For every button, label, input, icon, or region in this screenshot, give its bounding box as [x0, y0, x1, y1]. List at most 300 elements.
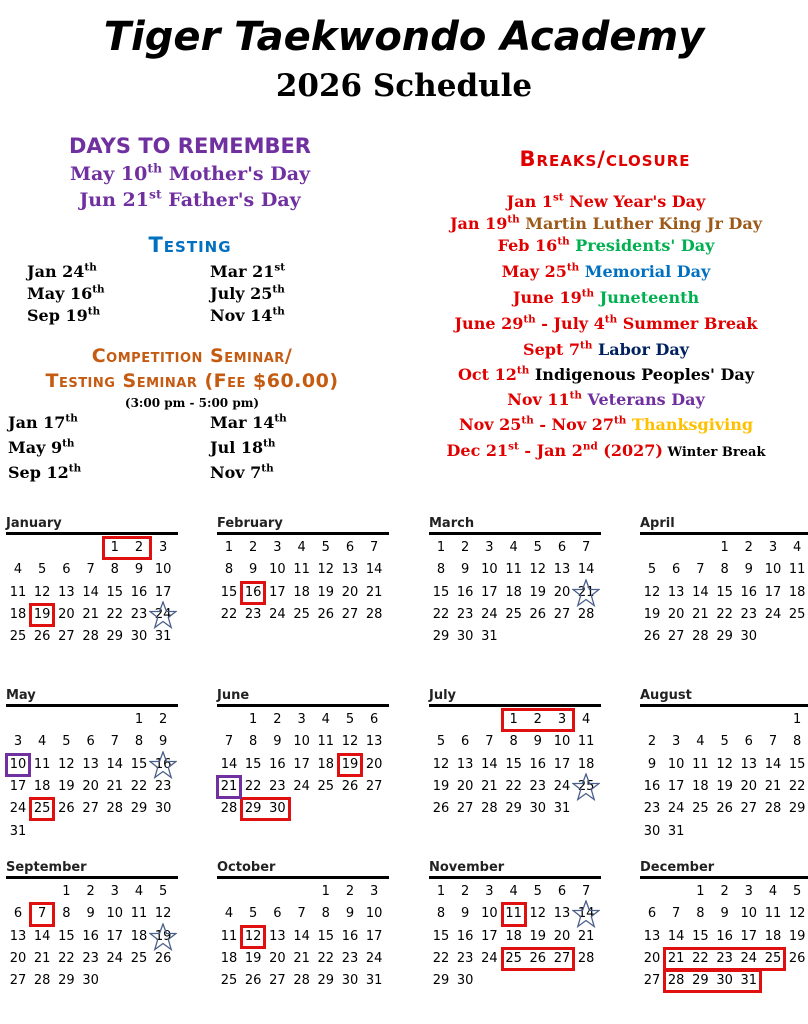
break-name: Winter Break — [662, 445, 766, 460]
break-date-suffix: th — [557, 235, 570, 248]
day-cell: 28 — [33, 973, 51, 989]
day-cell: 21 — [692, 606, 709, 622]
mark-closure — [501, 902, 527, 926]
day-cell: 20 — [553, 584, 571, 600]
day-cell: 7 — [582, 540, 591, 555]
day-cell: 26 — [317, 606, 335, 622]
day-cell: 28 — [106, 801, 124, 817]
day-cell: 1 — [436, 540, 446, 555]
day-cell: 15 — [716, 584, 733, 600]
day-cell: 26 — [716, 801, 733, 817]
mark-closure — [337, 753, 363, 777]
day-cell: 20 — [58, 606, 75, 622]
day-cell: 23 — [716, 950, 733, 966]
testing-heading: Testing — [148, 233, 232, 257]
day-cell: 5 — [533, 884, 542, 899]
day-cell: 18 — [220, 950, 238, 966]
break-date: June 19 — [512, 288, 582, 307]
day-cell: 11 — [505, 906, 522, 922]
day-cell: 12 — [154, 906, 172, 922]
day-cell: 16 — [529, 756, 547, 772]
mark-closure — [29, 797, 55, 821]
day-cell: 6 — [557, 884, 567, 899]
day-cell: 18 — [505, 928, 522, 944]
seminar-date: Jul 18th — [210, 437, 276, 457]
month-september — [6, 860, 178, 1015]
day-cell: 7 — [672, 906, 681, 922]
month-days — [640, 881, 808, 1015]
day-cell: 5 — [436, 734, 446, 750]
day-cell: 3 — [13, 734, 23, 750]
competition-heading: Competition Seminar/ — [91, 345, 293, 367]
day-cell: 4 — [509, 540, 518, 555]
break-item — [404, 441, 808, 460]
day-cell: 14 — [481, 756, 498, 772]
day-cell: 25 — [505, 606, 522, 622]
day-cell: 29 — [130, 801, 148, 817]
day-cell: 25 — [130, 950, 148, 966]
day-cell: 23 — [456, 606, 474, 622]
day-cell: 18 — [130, 928, 148, 944]
day-cell: 9 — [744, 562, 753, 578]
day-cell: 10 — [106, 906, 124, 922]
break-date: Jan 1 — [506, 192, 553, 211]
day-cell: 26 — [643, 629, 661, 645]
day-cell: 28 — [365, 606, 383, 622]
month-december — [640, 860, 808, 1015]
day-cell: 23 — [82, 950, 99, 966]
day-cell: 19 — [341, 756, 359, 772]
day-cell: 31 — [553, 801, 571, 817]
day-cell: 31 — [154, 629, 172, 645]
day-cell: 4 — [13, 562, 23, 578]
month-divider — [6, 532, 178, 535]
day-cell: 22 — [505, 778, 522, 794]
day-cell: 2 — [159, 712, 168, 727]
day-cell: 28 — [481, 801, 498, 817]
day-cell: 5 — [793, 884, 802, 899]
day-cell: 29 — [106, 629, 124, 645]
break-date-end-suffix: th — [613, 414, 627, 427]
day-cell: 15 — [106, 584, 124, 600]
day-cell: 1 — [110, 540, 119, 555]
day-cell: 16 — [456, 584, 474, 600]
day-cell: 15 — [505, 756, 522, 772]
month-june — [217, 688, 389, 843]
mark-closure — [663, 969, 762, 993]
day-cell: 10 — [365, 906, 383, 922]
month-april — [640, 516, 808, 671]
day-cell: 20 — [667, 606, 685, 622]
day-cell: 2 — [134, 540, 144, 555]
day-cell: 31 — [365, 973, 383, 989]
day-cell: 1 — [249, 712, 258, 727]
month-name: January — [6, 516, 62, 531]
day-cell: 13 — [740, 756, 758, 772]
day-cell: 13 — [269, 928, 286, 944]
month-days — [640, 709, 808, 843]
month-november — [429, 860, 601, 1015]
day-cell: 11 — [505, 562, 522, 578]
testing-date: May 16th — [27, 283, 105, 303]
day-cell: 8 — [110, 562, 119, 578]
day-cell: 6 — [273, 906, 282, 922]
break-date-end-suffix: th — [604, 313, 618, 326]
day-cell: 19 — [58, 778, 75, 794]
break-name: Summer Break — [617, 314, 758, 333]
day-cell: 4 — [134, 884, 144, 899]
day-cell: 11 — [577, 734, 595, 750]
break-year: (2027) — [597, 441, 663, 460]
break-date: Feb 16 — [497, 236, 558, 255]
break-date-suffix: th — [523, 313, 536, 326]
day-cell: 5 — [249, 906, 258, 922]
month-name: November — [429, 860, 505, 875]
break-item — [404, 288, 808, 307]
mark-closure — [29, 902, 55, 926]
day-cell: 14 — [692, 584, 709, 600]
day-cell: 18 — [764, 928, 782, 944]
day-cell: 3 — [273, 540, 282, 555]
month-divider — [217, 532, 389, 535]
day-cell: 3 — [485, 540, 494, 555]
day-cell: 10 — [154, 562, 172, 578]
day-cell: 1 — [224, 540, 234, 555]
day-cell: 10 — [553, 734, 571, 750]
day-cell: 25 — [788, 606, 806, 622]
day-cell: 13 — [643, 928, 661, 944]
day-cell: 7 — [297, 906, 306, 922]
day-cell: 23 — [130, 606, 148, 622]
day-cell: 13 — [553, 906, 571, 922]
day-cell: 31 — [667, 823, 685, 839]
day-cell: 25 — [692, 801, 709, 817]
day-cell: 29 — [692, 973, 709, 989]
day-cell: 5 — [647, 562, 657, 578]
day-cell: 20 — [82, 778, 99, 794]
day-cell: 9 — [249, 562, 258, 578]
break-date-suffix: st — [552, 191, 564, 204]
day-cell: 26 — [244, 973, 262, 989]
day-cell: 16 — [130, 584, 148, 600]
seminar-date: May 9th — [8, 437, 75, 457]
day-cell: 25 — [293, 606, 310, 622]
mark-closure — [501, 708, 576, 732]
day-cell: 21 — [82, 606, 99, 622]
day-cell: 11 — [9, 584, 27, 600]
day-cell: 18 — [577, 756, 595, 772]
day-cell: 29 — [432, 973, 450, 989]
day-cell: 30 — [130, 629, 148, 645]
day-cell: 10 — [764, 562, 782, 578]
day-cell: 12 — [432, 756, 450, 772]
break-date-suffix: th — [516, 364, 530, 377]
day-cell: 12 — [716, 756, 733, 772]
day-cell: 17 — [293, 756, 310, 772]
day-cell: 22 — [432, 950, 450, 966]
day-cell: 4 — [297, 540, 306, 555]
day-cell: 15 — [692, 928, 709, 944]
day-cell: 8 — [436, 906, 446, 922]
day-cell: 27 — [365, 778, 383, 794]
testing-date: Jan 24th — [27, 261, 97, 281]
month-divider — [217, 876, 389, 879]
day-cell: 1 — [509, 712, 518, 727]
day-cell: 8 — [321, 906, 330, 922]
day-cell: 6 — [86, 734, 95, 750]
day-cell: 2 — [720, 884, 729, 899]
month-name: September — [6, 860, 87, 875]
day-cell: 7 — [768, 734, 778, 750]
breaks-heading: Breaks/closure — [519, 147, 691, 171]
day-cell: 3 — [557, 712, 567, 727]
day-cell: 29 — [317, 973, 335, 989]
day-cell: 29 — [716, 629, 733, 645]
day-cell: 7 — [110, 734, 119, 750]
day-cell: 24 — [365, 950, 383, 966]
day-cell: 13 — [58, 584, 75, 600]
day-cell: 24 — [740, 950, 758, 966]
mark-days-to-remember — [216, 775, 242, 799]
day-cell: 1 — [720, 540, 729, 555]
day-cell: 27 — [341, 606, 359, 622]
day-cell: 30 — [716, 973, 733, 989]
day-cell: 14 — [667, 928, 685, 944]
day-cell: 8 — [720, 562, 729, 578]
day-cell: 1 — [62, 884, 71, 899]
day-cell: 9 — [86, 906, 95, 922]
day-cell: 26 — [341, 778, 359, 794]
mark-days-to-remember — [5, 753, 31, 777]
day-cell: 24 — [293, 778, 310, 794]
day-cell: 14 — [106, 756, 124, 772]
day-cell: 21 — [220, 778, 238, 794]
day-cell: 27 — [269, 973, 286, 989]
day-cell: 12 — [643, 584, 661, 600]
break-date: June 29 — [454, 314, 524, 333]
day-cell: 30 — [529, 801, 547, 817]
day-cell: 26 — [154, 950, 172, 966]
day-cell: 31 — [740, 973, 758, 989]
day-cell: 12 — [58, 756, 75, 772]
break-item — [404, 192, 808, 211]
day-cell: 28 — [293, 973, 310, 989]
day-cell: 29 — [788, 801, 806, 817]
day-cell: 4 — [224, 906, 234, 922]
seminar-date: Sep 12th — [8, 462, 82, 482]
month-days — [6, 881, 178, 1015]
day-cell: 19 — [33, 606, 51, 622]
mark-closure — [501, 947, 576, 971]
day-cell: 8 — [436, 562, 446, 578]
mark-closure — [240, 925, 266, 949]
break-name: Memorial Day — [579, 262, 711, 281]
day-cell: 10 — [9, 756, 27, 772]
day-cell: 30 — [341, 973, 359, 989]
competition-heading-2: Testing Seminar (Fee $60.00) — [45, 370, 339, 392]
day-cell: 20 — [269, 950, 286, 966]
day-cell: 18 — [788, 584, 806, 600]
day-cell: 15 — [788, 756, 806, 772]
day-cell: 25 — [9, 629, 27, 645]
day-cell: 6 — [370, 712, 379, 727]
day-cell: 4 — [793, 540, 802, 555]
month-name: March — [429, 516, 475, 531]
day-cell: 21 — [106, 778, 124, 794]
day-cell: 19 — [154, 928, 172, 944]
day-cell: 27 — [553, 606, 571, 622]
day-cell: 6 — [13, 906, 23, 922]
day-cell: 25 — [220, 973, 238, 989]
day-cell: 19 — [788, 928, 806, 944]
day-cell: 2 — [345, 884, 355, 899]
day-cell: 29 — [505, 801, 522, 817]
day-cell: 28 — [692, 629, 709, 645]
day-cell: 28 — [577, 950, 595, 966]
day-cell: 9 — [461, 906, 470, 922]
day-cell: 14 — [220, 756, 238, 772]
month-divider — [6, 704, 178, 707]
day-cell: 16 — [740, 584, 758, 600]
month-days — [217, 881, 389, 1015]
day-cell: 2 — [86, 884, 95, 899]
day-cell: 8 — [224, 562, 234, 578]
month-days — [6, 709, 178, 843]
month-name: February — [217, 516, 283, 531]
testing-date: Nov 14th — [210, 305, 285, 325]
month-divider — [640, 532, 808, 535]
day-cell: 30 — [154, 801, 172, 817]
day-cell: 10 — [293, 734, 310, 750]
month-name: July — [429, 688, 457, 703]
day-cell: 6 — [345, 540, 355, 555]
day-cell: 23 — [269, 778, 286, 794]
mark-closure — [240, 797, 290, 821]
day-cell: 22 — [130, 778, 148, 794]
day-cell: 23 — [341, 950, 359, 966]
day-cell: 31 — [481, 629, 498, 645]
day-cell: 17 — [667, 778, 685, 794]
day-cell: 9 — [159, 734, 168, 750]
day-cell: 10 — [269, 562, 286, 578]
day-cell: 12 — [529, 562, 547, 578]
day-cell: 10 — [740, 906, 758, 922]
day-cell: 14 — [577, 562, 595, 578]
day-cell: 7 — [370, 540, 379, 555]
day-cell: 8 — [793, 734, 802, 750]
day-cell: 20 — [9, 950, 27, 966]
day-cell: 27 — [456, 801, 474, 817]
day-cell: 21 — [33, 950, 51, 966]
seminar-date: Mar 14th — [210, 412, 287, 432]
day-cell: 4 — [509, 884, 518, 899]
day-cell: 24 — [481, 606, 498, 622]
day-cell: 2 — [249, 540, 258, 555]
break-item — [404, 340, 808, 359]
month-name: May — [6, 688, 36, 703]
day-cell: 20 — [341, 584, 359, 600]
day-cell: 24 — [106, 950, 124, 966]
day-cell: 24 — [553, 778, 571, 794]
star-icon — [572, 773, 600, 801]
star-icon — [149, 751, 177, 779]
star-icon — [149, 923, 177, 951]
break-item — [404, 390, 808, 409]
day-cell: 25 — [764, 950, 782, 966]
day-cell: 18 — [33, 778, 51, 794]
day-cell: 6 — [744, 734, 753, 750]
day-cell: 16 — [269, 756, 286, 772]
day-cell: 18 — [505, 584, 522, 600]
day-cell: 30 — [82, 973, 99, 989]
day-cell: 24 — [154, 606, 172, 622]
day-cell: 14 — [764, 756, 782, 772]
day-cell: 6 — [557, 540, 567, 555]
day-cell: 12 — [317, 562, 335, 578]
break-date-suffix: th — [521, 414, 534, 427]
day-cell: 23 — [643, 801, 661, 817]
star-icon — [572, 579, 600, 607]
day-cell: 13 — [9, 928, 27, 944]
day-cell: 5 — [533, 540, 542, 555]
day-cell: 10 — [481, 562, 498, 578]
day-cell: 21 — [481, 778, 498, 794]
month-name: June — [217, 688, 250, 703]
day-cell: 3 — [110, 884, 119, 899]
day-cell: 29 — [58, 973, 75, 989]
day-cell: 12 — [244, 928, 262, 944]
day-cell: 9 — [647, 756, 657, 772]
day-cell: 11 — [692, 756, 709, 772]
day-cell: 11 — [33, 756, 51, 772]
day-cell: 26 — [432, 801, 450, 817]
day-cell: 22 — [788, 778, 806, 794]
day-cell: 14 — [577, 906, 595, 922]
month-divider — [6, 876, 178, 879]
month-divider — [640, 876, 808, 879]
month-name: October — [217, 860, 276, 875]
day-cell: 3 — [768, 540, 778, 555]
day-cell: 2 — [461, 884, 470, 899]
day-cell: 23 — [529, 778, 547, 794]
day-cell: 22 — [432, 606, 450, 622]
break-date-suffix: th — [569, 389, 582, 402]
day-cell: 27 — [553, 950, 571, 966]
break-date: Jan 19 — [449, 214, 508, 233]
day-cell: 12 — [788, 906, 806, 922]
day-cell: 29 — [432, 629, 450, 645]
mark-closure — [240, 581, 266, 605]
day-cell: 17 — [269, 584, 286, 600]
day-cell: 11 — [317, 734, 335, 750]
break-date: Oct 12 — [457, 365, 517, 384]
day-cell: 3 — [672, 734, 681, 750]
day-cell: 23 — [244, 606, 262, 622]
day-cell: 3 — [159, 540, 168, 555]
day-cell: 27 — [643, 973, 661, 989]
day-cell: 8 — [696, 906, 705, 922]
day-cell: 2 — [533, 712, 542, 727]
day-cell: 7 — [224, 734, 234, 750]
day-cell: 27 — [667, 629, 685, 645]
day-cell: 7 — [485, 734, 494, 750]
day-cell: 4 — [768, 884, 778, 899]
day-cell: 8 — [62, 906, 71, 922]
day-cell: 22 — [692, 950, 709, 966]
days-item: May 10th Mother's Day — [69, 160, 311, 185]
day-cell: 12 — [529, 906, 547, 922]
day-cell: 15 — [58, 928, 75, 944]
